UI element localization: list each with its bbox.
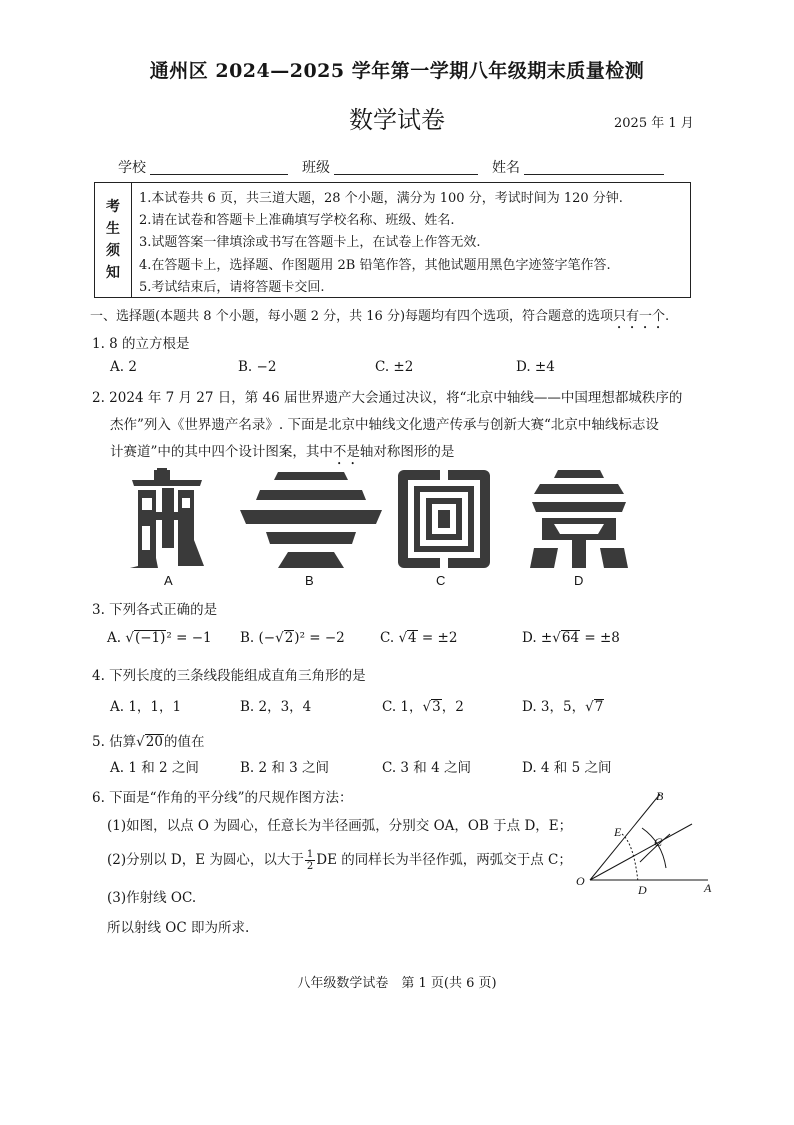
notice-side-char: 须 [106,243,120,259]
q1-option-a[interactable]: A. 2 [110,359,137,375]
q6-conclusion: 所以射线 OC 即为所求. [107,920,250,936]
q3-a-radicand: (−1) [134,630,166,646]
class-label: 班级 [302,160,330,176]
sqrt-sign-icon: √ [422,699,432,715]
q3-d-prefix: D. ± [522,630,553,646]
name-field[interactable] [524,174,664,175]
q5-option-c[interactable]: C. 3 和 4 之间 [382,760,471,776]
notice-item: 3.试题答案一律填涂或书写在答题卡上，在试卷上作答无效. [139,235,481,251]
q3-a-prefix: A. [107,630,126,646]
q3-a-suffix: ² = −1 [166,630,212,646]
exam-date: 2025 年 1 月 [614,116,694,131]
q4-option-c[interactable] [382,695,464,715]
q4-option-b[interactable]: B. 2，3，4 [240,699,312,715]
q3-b-suffix: )² = −2 [294,630,345,646]
section1-intro [90,305,669,332]
q3-d-radicand: 64 [561,630,580,646]
page-footer: 八年级数学试卷 第 1 页(共 6 页) [297,976,497,991]
q3-d-suffix: = ±8 [580,630,620,646]
q2-line1: 2. 2024 年 7 月 27 日，第 46 届世界遗产大会通过决议，将“北京中轴线——中国理想都城秩序的 [92,390,683,406]
angle-bisector-figure [570,784,720,896]
fraction-denominator: 2 [306,861,314,872]
q6-stem: 6. 下面是“作角的平分线”的尺规作图方法： [92,790,353,806]
q3-c-suffix: = ±2 [417,630,458,646]
q1-option-c[interactable]: C. ±2 [375,359,414,375]
q2-line3 [110,440,454,468]
notice-side-char: 考 [106,199,120,215]
q2-line3-text: 计赛道”中的其中四个设计图案，其中 [110,444,333,460]
label-b: B [656,789,664,803]
label-e: E [614,825,622,839]
name-label: 姓名 [492,160,520,176]
q4-stem: 4. 下列长度的三条线段能组成直角三角形的是 [92,668,366,684]
q2-line3-text-end: 轴对称图形的是 [359,444,455,460]
notice-items [139,188,623,299]
q6-step2-prefix: (2)分别以 D，E 为圆心，以大于 [107,852,304,868]
q6-step3: (3)作射线 OC. [107,890,197,906]
sqrt-sign-icon: √ [552,630,561,646]
section1-intro-emphasis: 只有一个 [613,309,666,324]
q3-option-b[interactable] [240,630,345,646]
notice-item: 4.在答题卡上，选择题、作图题用 2B 铅笔作答，其他试题用黑色字迹签字笔作答. [139,257,611,273]
fraction-numerator: 1 [306,849,314,860]
class-field[interactable] [334,174,478,175]
q2-line3-emphasis: 不是 [332,444,360,460]
sqrt-sign-icon: √ [585,699,594,715]
section1-intro-text: 一、选择题(本题共 8 个小题，每小题 2 分，共 16 分)每题均有四个选项，符合题意的选项 [90,309,614,324]
school-field[interactable] [150,174,288,175]
q4-d-prefix: D. 3，5， [522,699,586,715]
label-d: D [638,883,647,896]
q3-c-radicand: 4 [408,630,417,646]
q3-b-prefix: B. (− [240,630,276,646]
label-a: A [704,881,712,895]
q1-option-b[interactable]: B. −2 [238,359,277,375]
notice-item: 2.请在试卷和答题卡上准确填写学校名称、班级、姓名. [139,213,455,229]
q5-stem-prefix: 5. 估算 [92,734,137,750]
q5-stem-suffix: 的值在 [163,734,205,750]
q4-c-suffix: ，2 [441,699,464,715]
half-fraction [305,849,315,872]
q3-stem: 3. 下列各式正确的是 [92,602,218,618]
exam-title: 通州区 2024—2025 学年第一学期八年级期末质量检测 [149,60,645,82]
q3-b-radicand: 2 [284,630,294,646]
q5-stem-radicand: 20 [145,734,163,750]
emblem-b-icon[interactable] [238,468,384,570]
q5-option-b[interactable]: B. 2 和 3 之间 [240,760,330,776]
emblem-b-label: B [305,573,314,588]
q6-step2-suffix: DE 的同样长为半径作弧，两弧交于点 C； [316,852,572,868]
q3-option-d[interactable] [522,630,620,646]
q4-option-d[interactable] [522,695,604,715]
emblem-d-label: D [574,573,584,588]
q6-step1: (1)如图，以点 O 为圆心，任意长为半径画弧，分别交 OA，OB 于点 D，E； [107,818,573,834]
q5-option-d[interactable]: D. 4 和 5 之间 [522,760,612,776]
label-c: C [654,835,663,849]
q4-d-radicand: 7 [594,699,604,715]
q2-line2: 杰作”列入《世界遗产名录》. 下面是北京中轴线文化遗产传承与创新大赛“北京中轴线标志设 [110,417,659,433]
notice-side-char: 知 [106,265,120,281]
emblem-d-icon[interactable] [528,468,630,570]
notice-side-char: 生 [106,221,120,237]
emblem-c-label: C [436,573,446,588]
q3-option-a[interactable] [107,630,212,646]
emblem-a-label: A [164,573,173,588]
emblem-c-icon[interactable] [396,468,492,570]
q4-c-prefix: C. 1， [382,699,423,715]
q5-option-a[interactable]: A. 1 和 2 之间 [110,760,199,776]
exam-subtitle: 数学试卷 [349,106,445,134]
notice-item: 1.本试卷共 6 页，共三道大题，28 个小题，满分为 100 分，考试时间为 120 分钟. [139,191,623,206]
sqrt-sign-icon: √ [398,630,408,646]
q3-option-c[interactable] [380,630,457,646]
notice-item: 5.考试结束后，请将答题卡交回. [139,279,325,295]
q6-step2 [107,848,572,872]
school-label: 学校 [118,160,146,176]
ray-oc [590,824,692,880]
q5-stem [92,730,204,750]
notice-box [94,182,691,298]
q4-option-a[interactable]: A. 1，1，1 [110,699,182,715]
section1-intro-end: . [665,309,670,324]
sqrt-sign-icon: √ [136,734,145,750]
q1-stem: 1. 8 的立方根是 [92,336,190,352]
q4-c-radicand: 3 [432,699,441,715]
sqrt-sign-icon: √ [275,630,284,646]
q3-c-prefix: C. [380,630,399,646]
sqrt-sign-icon: √ [125,630,134,646]
label-o: O [576,874,585,888]
emblem-a-icon[interactable] [126,468,208,570]
notice-side-label [95,183,132,297]
q1-option-d[interactable]: D. ±4 [516,359,555,375]
